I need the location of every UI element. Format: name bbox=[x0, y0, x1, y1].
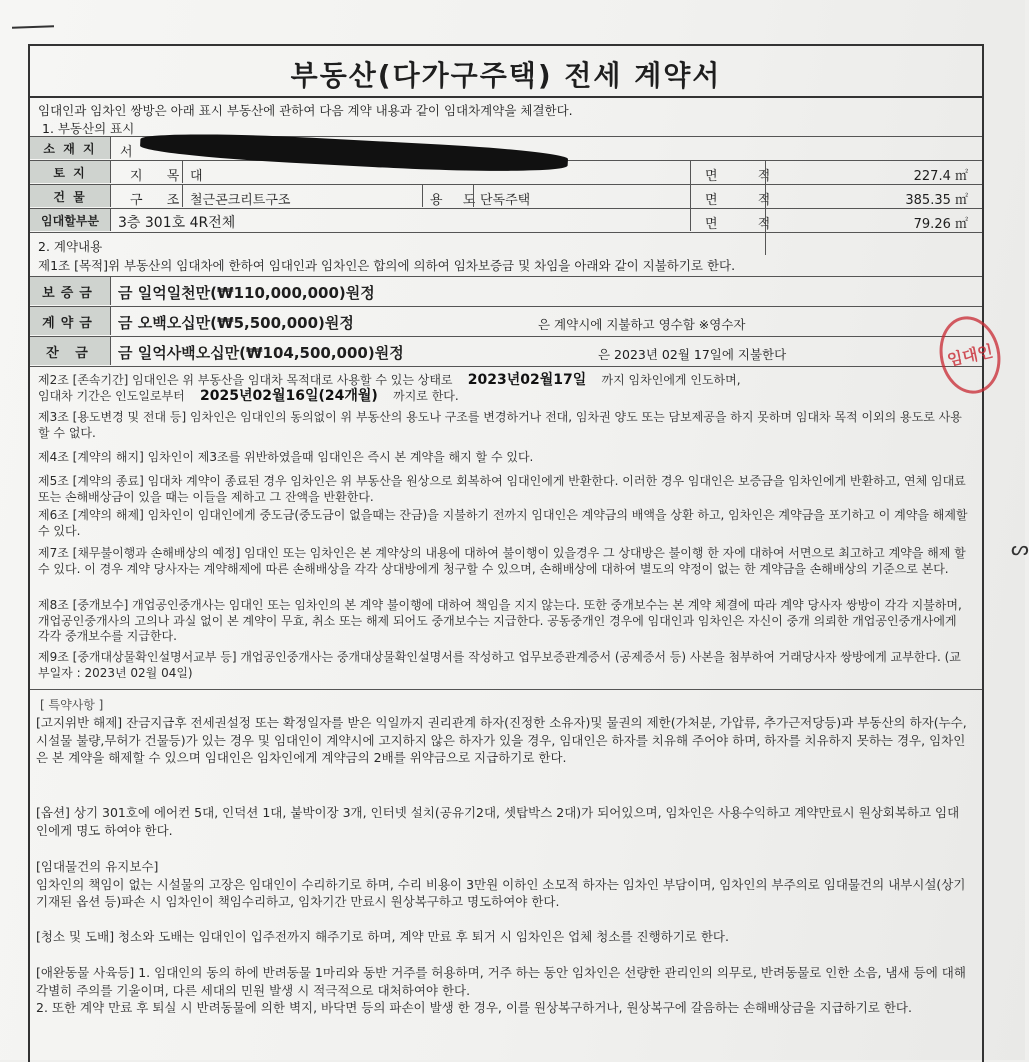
clause-7: 제7조 [채무불이행과 손해배상의 예정] 임대인 또는 임차인은 본 계약상의 내용에 대하여 불이행이 있을경우 그 상대방은 불이행 한 자에 대하여 서면으로 최고하고 계약을 해제 할 수 있다. 이 경우 계약 당사자는 계약해제에 따른 손해배상을 각각 상대방에게 청구할 수 있으며, 손해배상에 대하여 별도의 약정이 없는 한 계약금을 손해배상의 기준으로 본다. bbox=[38, 546, 966, 576]
clause-1: 제1조 [목적]위 부동산의 임대차에 한하여 임대인과 임차인은 합의에 의하여 임차보증금 및 차임을 아래와 같이 지불하기로 한다. bbox=[38, 258, 736, 273]
location-label: 소 재 지 bbox=[30, 137, 111, 159]
clause-8: 제8조 [중개보수] 개업공인중개사는 임대인 또는 임차인의 본 계약 불이행에 대하여 책임을 지지 않는다. 또한 중개보수는 본 계약 체결에 따라 계약 당사자 쌍방이 각각 지불하며, 개업공인중개사의 고의나 과실 없이 본 계약이 무효, 취소 또는 해제 되어도 중개보수는 지급한다. 공동중개인 경우에 임대인과 임차인은 자신이 중개 의뢰한 개업공인중개사에게 각각 중개보수를 지급한다. bbox=[38, 598, 962, 643]
structure-value: 철근콘크리트구조 bbox=[190, 193, 291, 208]
special-terms-header: [ 특약사항 ] bbox=[40, 698, 104, 712]
use-label: 용 도 bbox=[430, 193, 484, 208]
special-term-cleaning: [청소 및 도배] 청소와 도배는 임대인이 입주전까지 해주기로 하며, 계약 만료 후 퇴거 시 임차인은 업체 청소를 진행하기로 한다. bbox=[36, 929, 729, 944]
down-payment-note: 은 계약시에 지불하고 영수함 ※영수자 bbox=[538, 317, 746, 332]
lease-end-date: 2025년02월16일(24개월) bbox=[200, 387, 378, 404]
land-sub-label: 지 목 bbox=[130, 169, 190, 184]
contract-frame bbox=[28, 44, 984, 1062]
pen-mark bbox=[12, 25, 54, 28]
down-payment-amount: 금 오백오십만(₩5,500,000)원정 bbox=[118, 314, 354, 332]
clause-3: 제3조 [용도변경 및 전대 등] 임차인은 임대인의 동의없이 위 부동산의 용도나 구조를 변경하거나 전대, 임차권 양도 또는 담보제공을 하지 못하며 임대차 목적 이외의 용도로 사용할 수 없다. bbox=[38, 410, 962, 440]
clause-5: 제5조 [계약의 종료] 임대차 계약이 종료된 경우 임차인은 위 부동산을 원상으로 회복하여 임대인에게 반환한다. 이러한 경우 임대인은 보증금을 임차인에게 반환하고, 연체 임대료 또는 손해배상금이 있을 때는 이들을 제하고 그 잔액을 반환한다. bbox=[38, 474, 966, 504]
land-area-value: 227.4 ㎡ bbox=[913, 169, 968, 184]
special-term-options: [옵션] 상기 301호에 에어컨 5대, 인덕션 1대, 붙박이장 3개, 인터넷 설치(공유기2대, 셋탑박스 2대)가 되어있으며, 임차인은 사용수익하고 계약만료시 원상회복하고 임대인에게 명도 하여야 한다. bbox=[36, 805, 960, 838]
deposit-label: 보증금 bbox=[30, 277, 111, 305]
handover-date: 2023년02월17일 bbox=[467, 372, 587, 388]
down-payment-label: 계약금 bbox=[30, 307, 111, 335]
location-value: 서 bbox=[120, 145, 133, 160]
clause-9: 제9조 [중개대상물확인설명서교부 등] 개업공인중개사는 중개대상물확인설명서를 작성하고 업무보증관계증서 (공제증서 등) 사본을 첨부하여 거래당사자 쌍방에게 교부한다. (교부일자 : 2023년 02월 04일) bbox=[38, 650, 961, 680]
structure-label: 구 조 bbox=[130, 193, 190, 208]
document-title: 부동산(다가구주택) 전세 계약서 bbox=[290, 59, 722, 92]
use-value: 단독주택 bbox=[480, 193, 531, 208]
section-1-heading: 1. 부동산의 표시 bbox=[42, 121, 135, 136]
red-seal-stamp: 임대인 bbox=[933, 311, 1008, 400]
special-term-defect: [고지위반 해제] 잔금지급후 전세권설정 또는 확정일자를 받은 익일까지 권리관계 하자(진정한 소유자)및 물권의 제한(가처분, 가압류, 추가근저당등)과 부동산의 하자(누수,시설물 불량,무허가 건물등)가 있는 경우 및 임대인이 계약시에 고지하지 않은 하자가 있을 경우, 임대인은 하자를 치유해 주어야 하며, 하자를 치유하지 못하는 경우, 임차인은 본 계약을 해제할 수 있으며 임대인은 임차인에게 계약금의 2배를 위약금으로 지급하기로 한다. bbox=[36, 715, 967, 766]
lease-part-value: 3층 301호 4R전체 bbox=[118, 215, 236, 231]
balance-note: 은 2023년 02월 17일에 지불한다 bbox=[598, 347, 787, 362]
lease-part-label: 임대할부분 bbox=[30, 209, 111, 231]
land-label: 토 지 bbox=[30, 161, 111, 183]
lease-area-label: 면 적 bbox=[705, 217, 789, 232]
land-area-label: 면 적 bbox=[705, 169, 789, 184]
clause-2: 제2조 [존속기간] 임대인은 위 부동산을 임대차 목적대로 사용할 수 있는 상태로 2023년02월17일 까지 임차인에게 인도하며, 임대차 기간은 인도일로부터 2025년02월16일(24개월) 까지로 한다. bbox=[38, 372, 741, 404]
building-area-label: 면 적 bbox=[705, 193, 789, 208]
building-label: 건 물 bbox=[30, 185, 111, 207]
section-2-heading: 2. 계약내용 bbox=[38, 239, 103, 254]
edge-scribble: ᔕ bbox=[1011, 536, 1029, 560]
building-area-value: 385.35 ㎡ bbox=[905, 193, 968, 208]
special-term-maintenance: [임대물건의 유지보수] 임차인의 책임이 없는 시설물의 고장은 임대인이 수리하기로 하며, 수리 비용이 3만원 이하인 소모적 하자는 임차인 부담이며, 임차인의 부주의로 임대물건의 내부시설(상기 기재된 옵션 등)파손 시 임차인이 책임수리하고, 임차기간 만료시 원상복구하고 명도하여야 한다. bbox=[36, 859, 966, 910]
land-sub-value: 대 bbox=[190, 169, 203, 184]
lease-area-value: 79.26 ㎡ bbox=[913, 217, 968, 232]
balance-amount: 금 일억사백오십만(₩104,500,000)원정 bbox=[118, 344, 404, 362]
balance-label: 잔 금 bbox=[30, 337, 111, 365]
clause-6: 제6조 [계약의 해제] 임차인이 임대인에게 중도금(중도금이 없을때는 잔금)을 지불하기 전까지 임대인은 계약금의 배액을 상환 하고, 임차인은 계약금을 포기하고 이 계약을 해제할 수 있다. bbox=[38, 508, 968, 538]
intro-text: 임대인과 임차인 쌍방은 아래 표시 부동산에 관하여 다음 계약 내용과 같이 임대차계약을 체결한다. bbox=[38, 103, 573, 118]
special-term-pets: [애완동물 사육등] 1. 임대인의 동의 하에 반려동물 1마리와 동반 거주를 허용하며, 거주 하는 동안 임차인은 선량한 관리인의 의무로, 반려동물로 인한 소음, 냄새 등에 대해 각별히 주의를 기울이며, 다른 세대의 민원 발생 시 적극적으로 대처하여야 한다. 2. 또한 계약 만료 후 퇴실 시 반려동물에 의한 벽지, 바닥면 등의 파손이 발생 한 경우, 이를 원상복구하거나, 원상복구에 갈음하는 손해배상금을 지급하기로 한다. bbox=[36, 965, 966, 1016]
deposit-amount: 금 일억일천만(₩110,000,000)원정 bbox=[118, 284, 375, 302]
clause-4: 제4조 [계약의 해지] 임차인이 제3조를 위반하였을때 임대인은 즉시 본 계약을 해지 할 수 있다. bbox=[38, 450, 534, 464]
